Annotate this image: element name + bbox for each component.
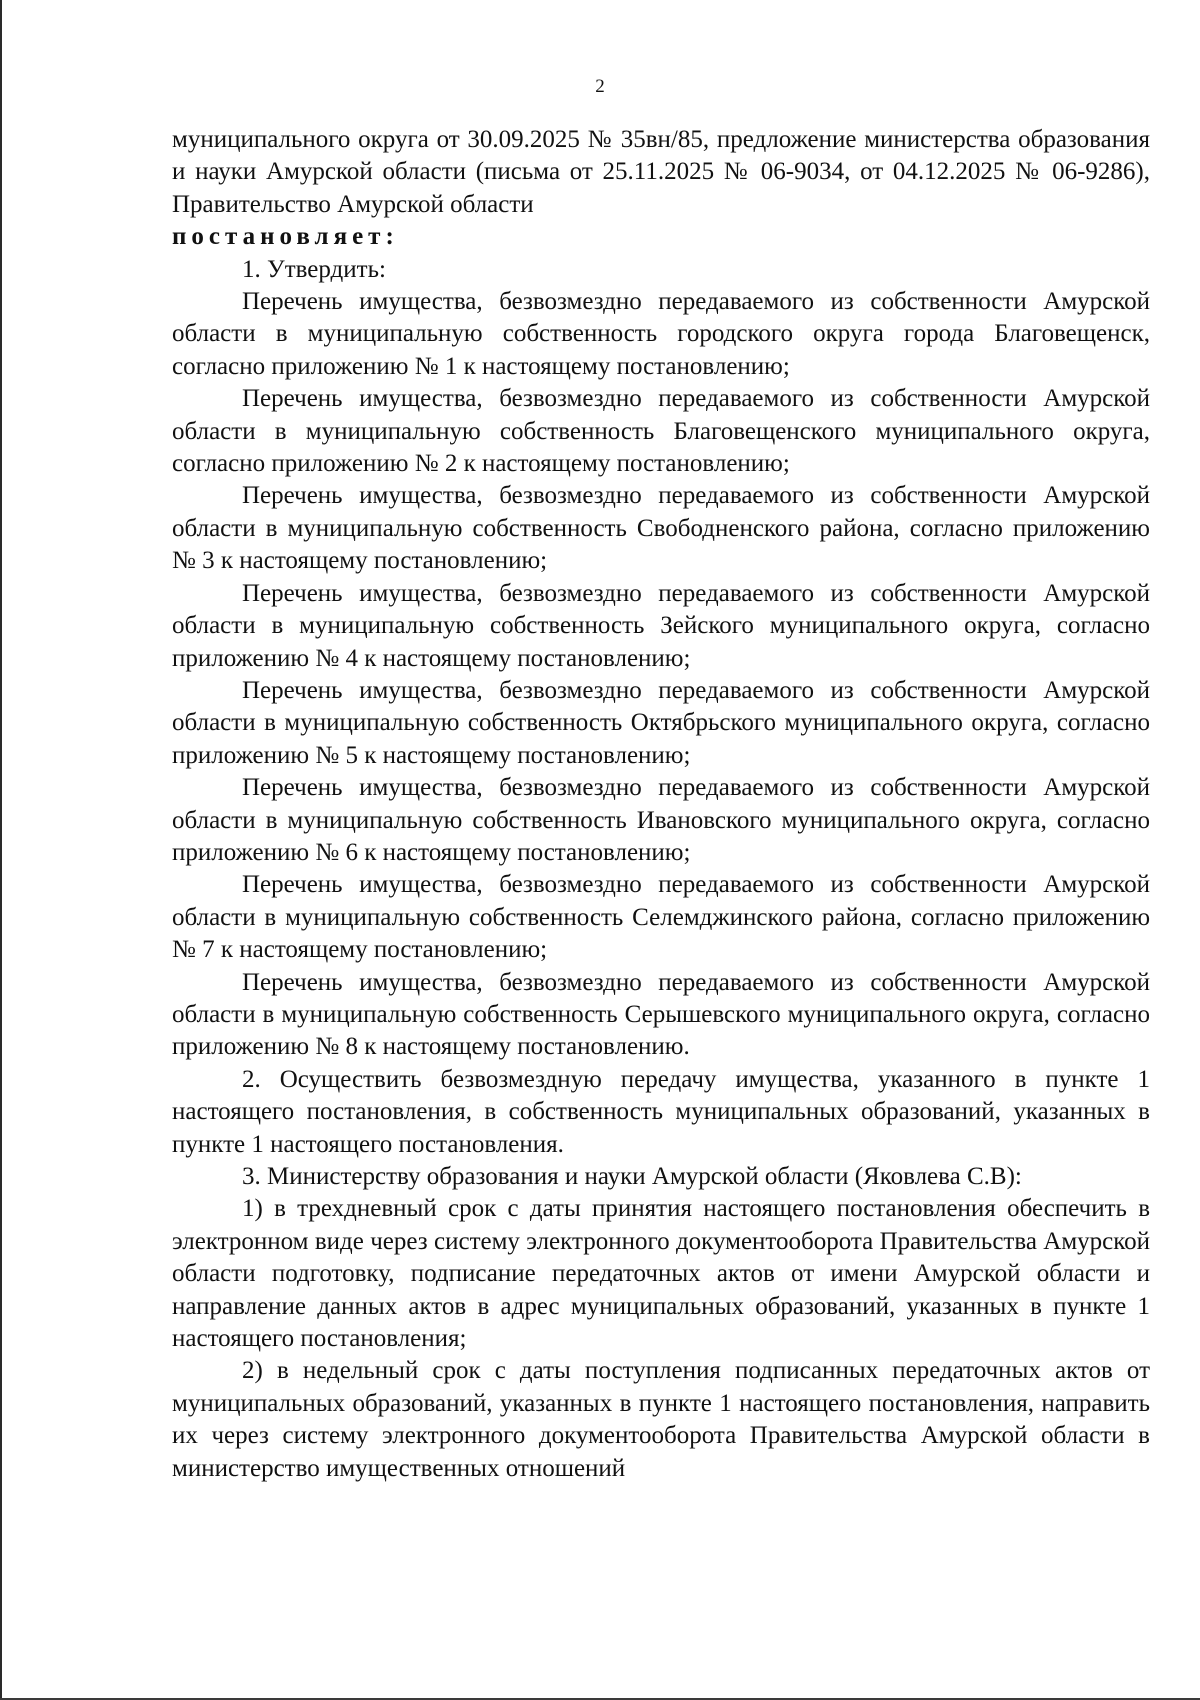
paragraph-list-4: Перечень имущества, безвозмездно передаваемого из собственности Амурской области в муниципальную собственность Зейского муниципального округа, согласно приложению № 4 к настоящему постановлению; [172,579,1150,672]
paragraph-list-6: Перечень имущества, безвозмездно передаваемого из собственности Амурской области в муниципальную собственность Ивановского муниципального округа, согласно приложению № 6 к настоящему постановлению; [172,774,1150,866]
paragraph-subitem-2: 2) в недельный срок с даты поступления подписанных передаточных актов от муниципальных образований, указанных в пункте 1 настоящего постановления, направить их через систему электронного документооборота Правительства Амурской области в министерство имущественных отношений [172,1357,1150,1482]
paragraph-intro: муниципального округа от 30.09.2025 № 35вн/85, предложение министерства образования и науки Амурской области (письма от 25.11.2025 № 06-9034, от 04.12.2025 № 06-9286), Правительство Амурской области [172,126,1150,218]
paragraph-item-2: 2. Осуществить безвозмездную передачу имущества, указанного в пункте 1 настоящего постановления, в собственность муниципальных образований, указанных в пункте 1 настоящего постановления. [172,1065,1150,1158]
page-number: 2 [595,76,605,97]
paragraph-list-7: Перечень имущества, безвозмездно передаваемого из собственности Амурской области в муниципальную собственность Селемджинского района, согласно приложению № 7 к настоящему постановлению; [172,871,1150,964]
paragraph-item-1: 1. Утвердить: [242,255,386,283]
paragraph-subitem-1: 1) в трехдневный срок с даты принятия настоящего постановления обеспечить в электронном виде через систему электронного документооборота Правительства Амурской области подготовку, подписание передаточных актов от имени Амурской области и направление данных актов в адрес муниципальных образований, указанных в пункте 1 настоящего постановления; [172,1195,1150,1353]
paragraph-list-5: Перечень имущества, безвозмездно передаваемого из собственности Амурской области в муниципальную собственность Октябрьского муниципального округа, согласно приложению № 5 к настоящему постановлению; [172,676,1150,769]
paragraph-list-1: Перечень имущества, безвозмездно передаваемого из собственности Амурской области в муниципальную собственность городского округа города Благовещенск, согласно приложению № 1 к настоящему постановлению; [172,288,1150,380]
paragraph-item-3: 3. Министерству образования и науки Амурской области (Яковлева С.В): [242,1163,1022,1190]
paragraph-list-3: Перечень имущества, безвозмездно передаваемого из собственности Амурской области в муниципальную собственность Свободненского района, согласно приложению № 3 к настоящему постановлению; [172,482,1150,575]
resolution-verb: постановляет: [172,223,399,251]
paragraph-list-2: Перечень имущества, безвозмездно передаваемого из собственности Амурской области в муниципальную собственность Благовещенского муниципального округа, согласно приложению № 2 к настоящему постановлению; [172,385,1150,478]
scan-left-edge [0,0,2,1700]
paragraph-list-8: Перечень имущества, безвозмездно передаваемого из собственности Амурской области в муниципальную собственность Серышевского муниципального округа, согласно приложению № 8 к настоящему постановлению. [172,968,1150,1061]
document-body [172,124,1150,1485]
